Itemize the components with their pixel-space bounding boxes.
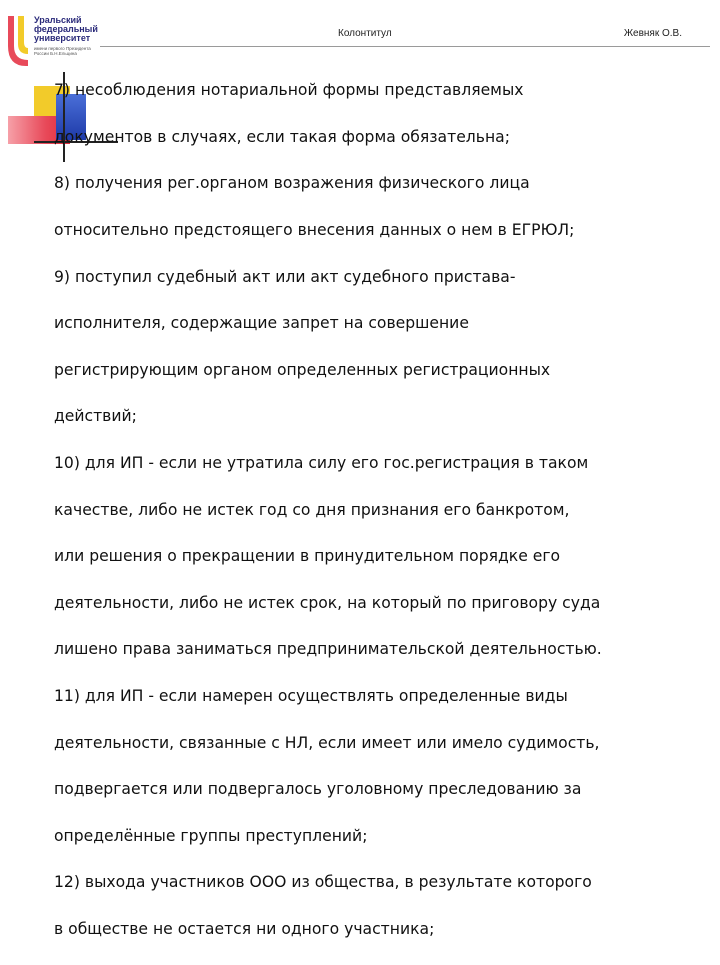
body-line: в обществе не остается ни одного участника; <box>54 919 435 938</box>
body-line: 10) для ИП - если не утратила силу его гос.регистрация в таком <box>54 454 589 473</box>
header-title: Колонтитул <box>338 28 392 39</box>
body-line: подвергается или подвергалось уголовному преследованию за <box>54 780 582 799</box>
logo-subtitle: имени первого Президента России Б.Н.Ельцина <box>34 46 91 56</box>
body-line: относительно предстоящего внесения данных о нем в ЕГРЮЛ; <box>54 221 575 240</box>
body-line: определённые группы преступлений; <box>54 826 368 845</box>
body-line: 8) получения рег.органом возражения физического лица <box>54 174 530 193</box>
body-line: деятельности, связанные с НЛ, если имеет или имело судимость, <box>54 733 600 752</box>
slide-body-text <box>54 56 694 965</box>
body-line: 11) для ИП - если намерен осуществлять определенные виды <box>54 687 568 706</box>
body-line: документов в случаях, если такая форма обязательна; <box>54 127 510 146</box>
body-line: действий; <box>54 407 137 426</box>
body-line: 9) поступил судебный акт или акт судебного пристава- <box>54 267 516 286</box>
body-line: регистрирующим органом определенных регистрационных <box>54 360 551 379</box>
body-line: или решения о прекращении в принудительном порядке его <box>54 547 561 566</box>
body-line: 7) несоблюдения нотариальной формы представляемых <box>54 81 524 100</box>
body-line: исполнителя, содержащие запрет на совершение <box>54 314 469 333</box>
logo-line-2: федеральный <box>34 24 98 34</box>
logo-text <box>34 16 98 43</box>
logo-line-3: университет <box>34 33 91 43</box>
body-line: 12) выхода участников ООО из общества, в результате которого <box>54 873 592 892</box>
body-line: качестве, либо не истек год со дня признания его банкротом, <box>54 500 570 519</box>
header-divider <box>100 46 710 47</box>
logo-line-1: Уральский <box>34 15 82 25</box>
body-line: лишено права заниматься предпринимательской деятельностью. <box>54 640 602 659</box>
body-line: деятельности, либо не истек срок, на который по приговору суда <box>54 593 601 612</box>
header-author: Жевняк О.В. <box>623 28 682 39</box>
logo-emblem-icon <box>4 6 34 76</box>
